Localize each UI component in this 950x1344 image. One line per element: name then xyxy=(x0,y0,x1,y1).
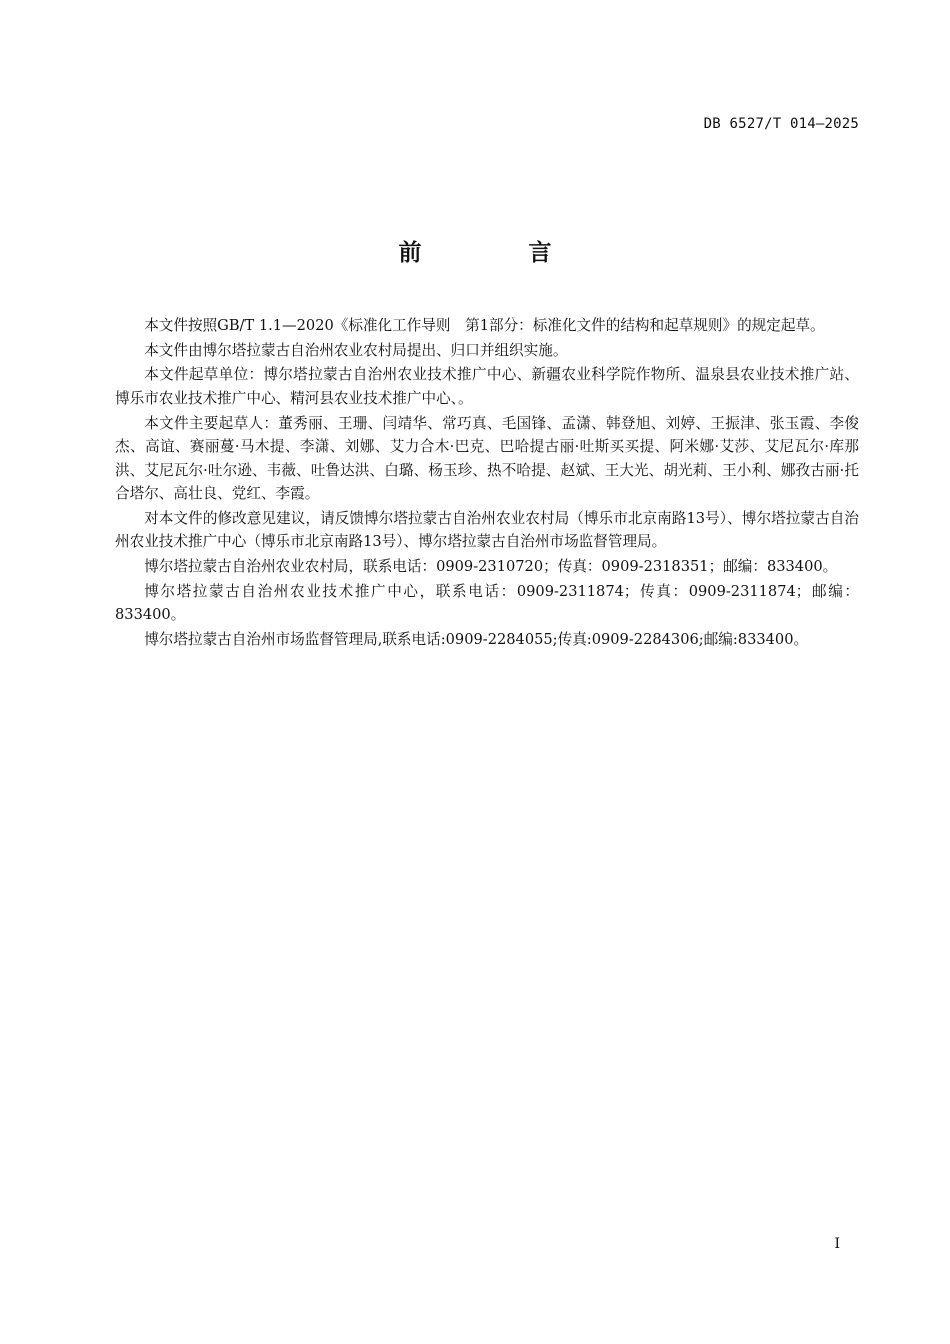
paragraph-contact-extension-center: 博尔塔拉蒙古自治州农业技术推广中心，联系电话：0909-2311874；传真：0909-2311874；邮编：833400。 xyxy=(115,582,859,624)
preface-body xyxy=(115,314,859,653)
paragraph-drafting-basis: 本文件按照GB/T 1.1—2020《标准化工作导则 第1部分：标准化文件的结构和起草规则》的规定起草。 xyxy=(144,317,825,334)
page-number: I xyxy=(834,1236,840,1252)
document-code: DB 6527/T 014—2025 xyxy=(703,116,859,132)
paragraph-proposer: 本文件由博尔塔拉蒙古自治州农业农村局提出、归口并组织实施。 xyxy=(144,341,568,359)
paragraph-contact-market-bureau: 博尔塔拉蒙古自治州市场监督管理局,联系电话:0909-2284055;传真:0909-2284306;邮编:833400。 xyxy=(144,630,809,648)
paragraph-drafters: 本文件主要起草人：董秀丽、王珊、闫靖华、常巧真、毛国锋、孟潇、韩登旭、刘婷、王振津、张玉霞、李俊杰、高谊、赛丽蔓·马木提、李潇、刘娜、艾力合木·巴克、巴哈提古丽·吐斯买买提、阿米娜·艾莎、艾尼瓦尔·库那洪、艾尼瓦尔·吐尔逊、韦薇、吐鲁达洪、白璐、杨玉珍、热不哈提、赵斌、王大光、胡光莉、王小利、娜孜古丽·托合塔尔、高壮良、党红、李霞。 xyxy=(115,414,859,503)
paragraph-contact-agriculture-bureau: 博尔塔拉蒙古自治州农业农村局，联系电话：0909-2310720；传真：0909-2318351；邮编：833400。 xyxy=(144,557,838,575)
paragraph-drafting-units: 本文件起草单位：博尔塔拉蒙古自治州农业技术推广中心、新疆农业科学院作物所、温泉县农业技术推广站、博乐市农业技术推广中心、精河县农业技术推广中心、。 xyxy=(115,366,859,407)
page-title: 前 言 xyxy=(398,240,594,266)
paragraph-feedback: 对本文件的修改意见建议，请反馈博尔塔拉蒙古自治州农业农村局（博乐市北京南路13号）、博尔塔拉蒙古自治州农业技术推广中心（博乐市北京南路13号）、博尔塔拉蒙古自治州市场监督管理局。 xyxy=(115,509,859,551)
